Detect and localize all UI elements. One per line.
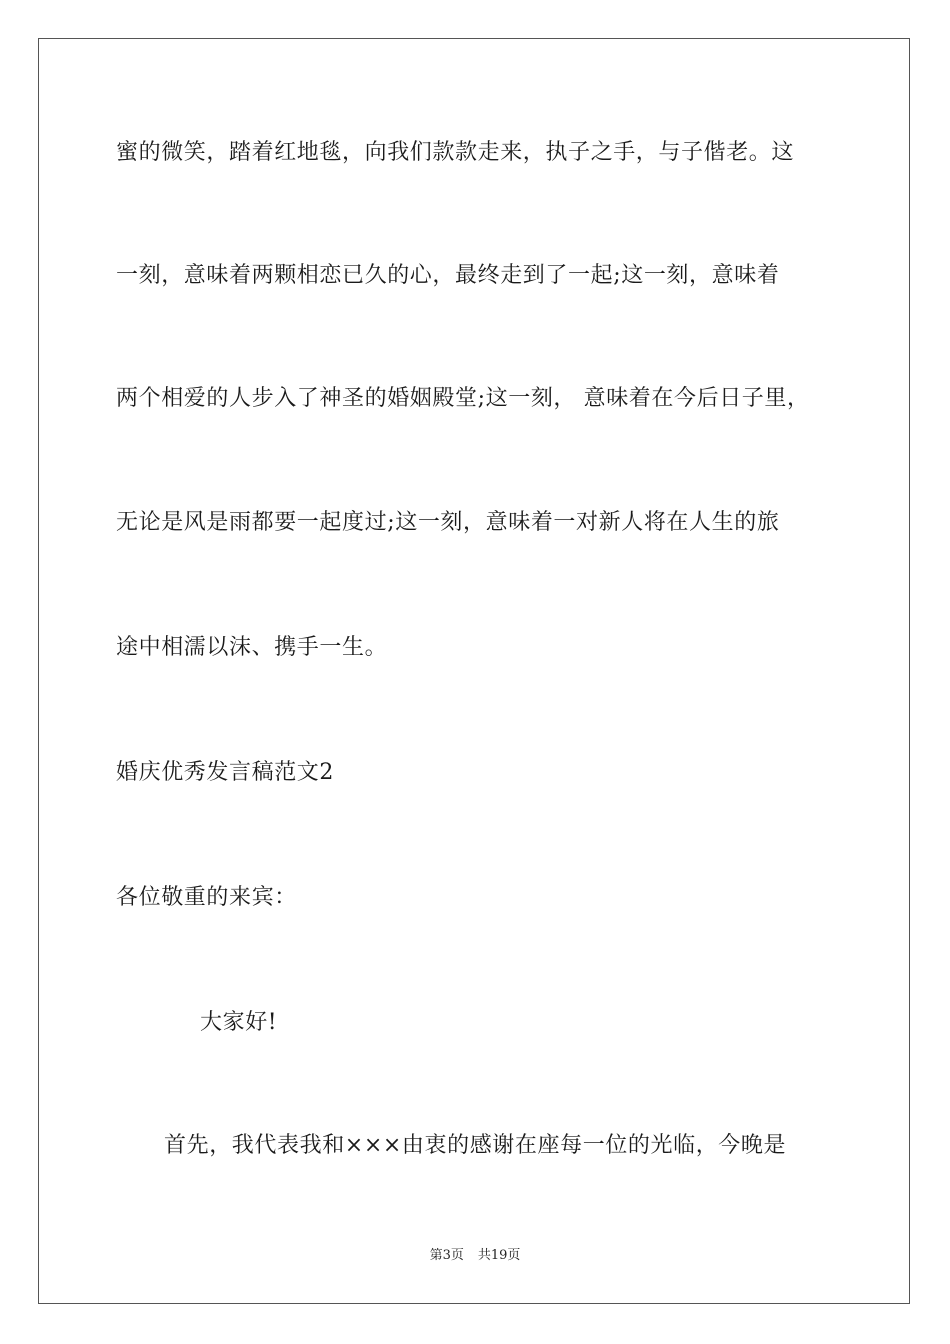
page-footer [0, 1247, 950, 1265]
body-text-line: 无论是风是雨都要一起度过;这一刻，意味着一对新人将在人生的旅 [116, 510, 780, 535]
body-text-line: 一刻，意味着两颗相恋已久的心，最终走到了一起;这一刻，意味着 [116, 263, 780, 288]
body-text-line: 两个相爱的人步入了神圣的婚姻殿堂;这一刻， 意味着在今后日子里， [116, 386, 810, 411]
page-number-total: 共19页 [477, 1248, 521, 1263]
page-border [38, 38, 910, 1304]
section-heading: 婚庆优秀发言稿范文2 [116, 760, 334, 785]
body-text-line: 途中相濡以沫、携手一生。 [116, 635, 388, 660]
body-text-line: 首先，我代表我和×××由衷的感谢在座每一位的光临，今晚是 [164, 1133, 787, 1158]
greeting: 大家好! [200, 1010, 278, 1035]
salutation: 各位敬重的来宾： [116, 885, 297, 910]
body-text-line: 蜜的微笑，踏着红地毯，向我们款款走来，执子之手，与子偕老。这 [116, 140, 795, 165]
page-number-current: 第3页 [429, 1248, 464, 1263]
